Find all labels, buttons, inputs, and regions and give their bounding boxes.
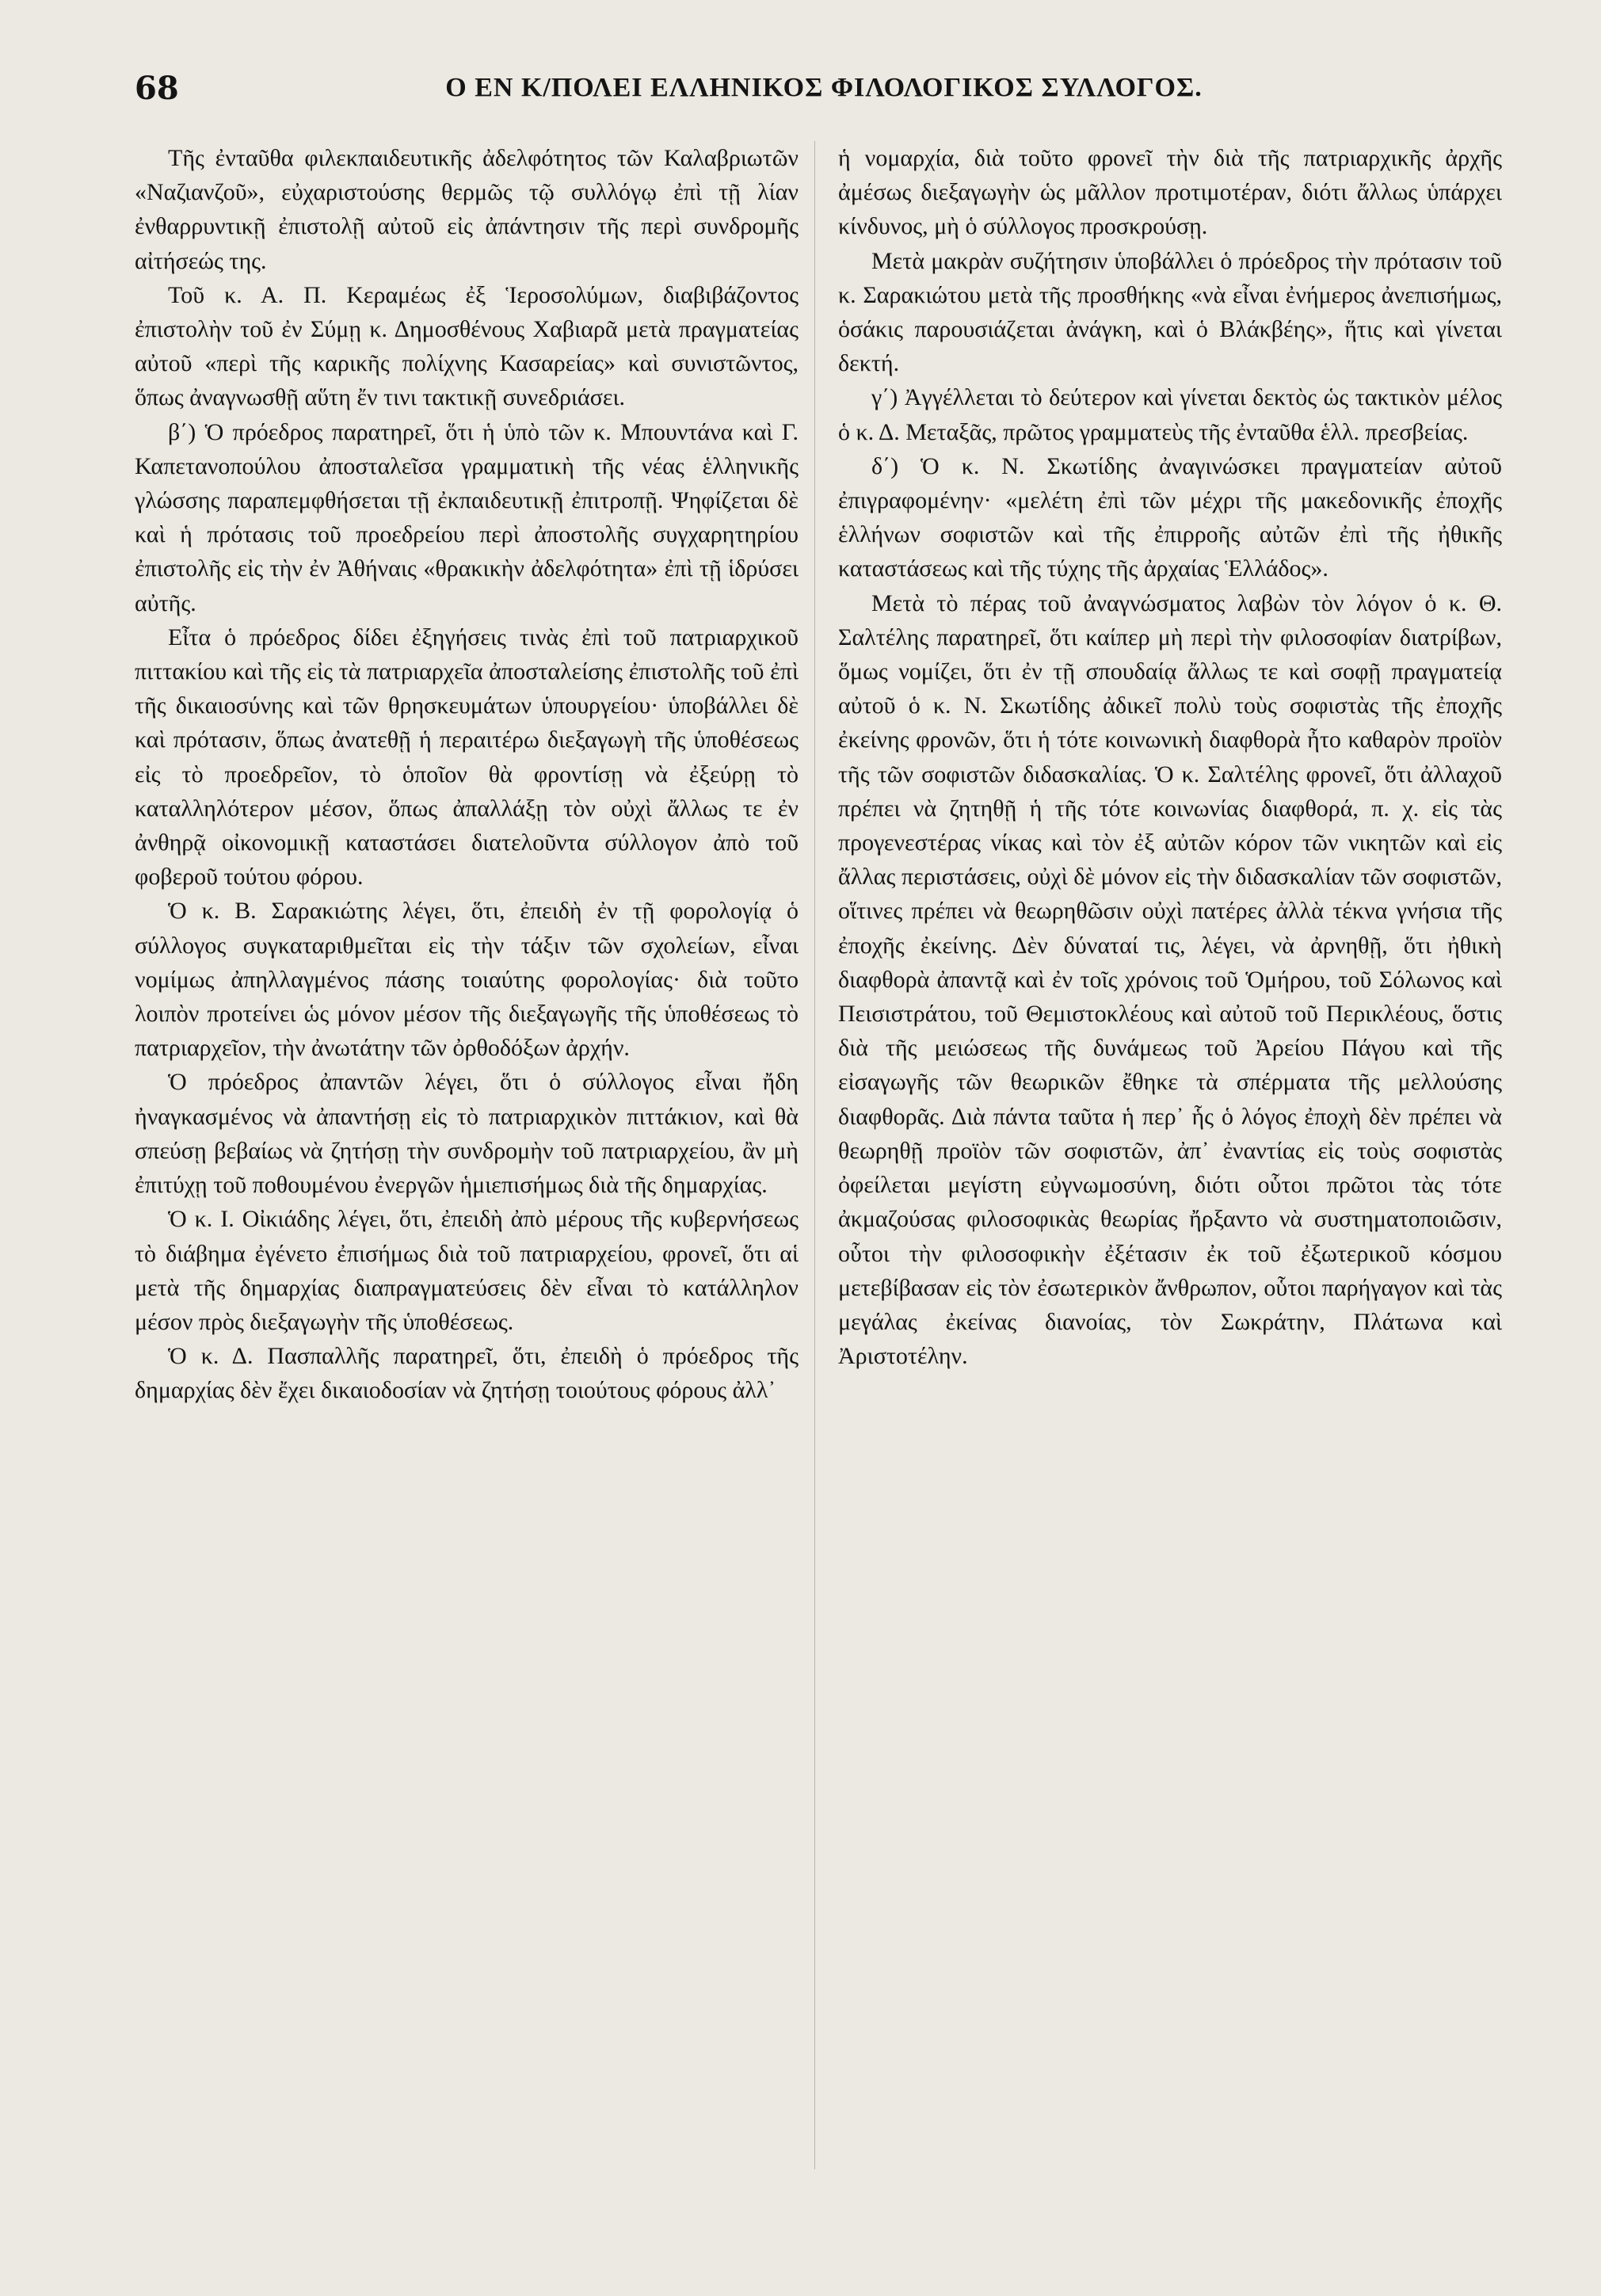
paragraph: Ὁ κ. Β. Σαρακιώτης λέγει, ὅτι, ἐπειδὴ ἐν τῇ φορολογίᾳ ὁ σύλλογος συγκαταριθμεῖται εἰς τὴν τάξιν τῶν σχολείων, εἶναι νομίμως ἀπηλλαγμένος πάσης τοιαύτης φορολογίας· διὰ τοῦτο λοιπὸν προτείνει ὡς μόνον μέσον τῆς διεξαγωγῆς τῆς ὑποθέσεως τὸ πατριαρχεῖον, τὴν ἀνωτάτην τῶν ὀρθοδόξων ἀρχήν. xyxy=(135,898,799,1062)
paragraph: δ΄) Ὁ κ. Ν. Σκωτίδης ἀναγινώσκει πραγματείαν αὐτοῦ ἐπιγραφομένην· «μελέτη ἐπὶ τῶν μέχρι τῆς μακεδονικῆς ἐποχῆς ἑλλήνων σοφιστῶν καὶ τῆς ἐπιρροῆς αὐτῶν ἐπὶ τῆς ἠθικῆς καταστάσεως καὶ τῆς τύχης τῆς ἀρχαίας Ἑλλάδος». xyxy=(838,452,1502,582)
paragraph: Μετὰ μακρὰν συζήτησιν ὑποβάλλει ὁ πρόεδρος τὴν πρότασιν τοῦ κ. Σαρακιώτου μετὰ τῆς προσθήκης «νὰ εἶναι ἐνήμερος ἀνεπισήμως, ὁσάκις παρουσιάζεται ἀνάγκη, καὶ ὁ Βλάκβέης», ἥτις καὶ γίνεται δεκτή. xyxy=(838,247,1502,377)
paragraph: Ὁ κ. Ι. Οἰκιάδης λέγει, ὅτι, ἐπειδὴ ἀπὸ μέρους τῆς κυβερνήσεως τὸ διάβημα ἐγένετο ἐπισήμως διὰ τοῦ πατριαρχείου, φρονεῖ, ὅτι αἱ μετὰ τῆς δημαρχίας διαπραγματεύσεις δὲν εἶναι τὸ κατάλληλον μέσον πρὸς διεξαγωγὴν τῆς ὑποθέσεως. xyxy=(135,1206,799,1335)
paragraph-continuation: ἡ νομαρχία, διὰ τοῦτο φρονεῖ τὴν διὰ τῆς πατριαρχικῆς ἀρχῆς ἀμέσως διεξαγωγὴν ὡς μᾶλλον προτιμοτέραν, διότι ἄλλως ὑπάρχει κίνδυνος, μὴ ὁ σύλλογος προσκρούσῃ. xyxy=(838,145,1502,240)
paragraph: Ὁ πρόεδρος ἀπαντῶν λέγει, ὅτι ὁ σύλλογος εἶναι ἤδη ἠναγκασμένος νὰ ἀπαντήσῃ εἰς τὸ πατριαρχικὸν πιττάκιον, καὶ θὰ σπεύσῃ βεβαίως νὰ ζητήσῃ τὴν συνδρομὴν τοῦ πατριαρχείου, ἂν μὴ ἐπιτύχῃ τοῦ ποθουμένου ἐνεργῶν ἡμιεπισήμως διὰ τῆς δημαρχίας. xyxy=(135,1069,799,1199)
paragraph: β΄) Ὁ πρόεδρος παρατηρεῖ, ὅτι ἡ ὑπὸ τῶν κ. Μπουντάνα καὶ Γ. Καπετανοπούλου ἀποσταλεῖσα γραμματικὴ τῆς νέας ἑλληνικῆς γλώσσης παραπεμφθήσεται τῇ ἐκπαιδευτικῇ ἐπιτροπῇ. Ψηφίζεται δὲ καὶ ἡ πρότασις τοῦ προεδρείου περὶ ἀποστολῆς συγχαρητηρίου ἐπιστολῆς εἰς τὴν ἐν Ἀθήναις «θρακικὴν ἀδελφότητα» ἐπὶ τῇ ἱδρύσει αὐτῆς. xyxy=(135,418,799,616)
page-number: 68 xyxy=(135,70,179,107)
paragraph: Εἶτα ὁ πρόεδρος δίδει ἐξηγήσεις τινὰς ἐπὶ τοῦ πατριαρχικοῦ πιττακίου καὶ τῆς εἰς τὰ πατριαρχεῖα ἀποσταλείσης ἐπιστολῆς τοῦ ἐπὶ τῆς δικαιοσύνης καὶ τῶν θρησκευμάτων ὑπουργείου· ὑποβάλλει δὲ καὶ πρότασιν, ὅπως ἀνατεθῇ ἡ περαιτέρω διεξαγωγὴ τῆς ὑποθέσεως εἰς τὸ προεδρεῖον, τὸ ὁποῖον θὰ φροντίσῃ νὰ ἐξεύρῃ τὸ καταλληλότερον μέσον, ὅπως ἀπαλλάξῃ τὸν οὐχὶ ἄλλως τε ἐν ἀνθηρᾷ οἰκονομικῇ καταστάσει διατελοῦντα σύλλογον ἀπὸ τοῦ φοβεροῦ τούτου φόρου. xyxy=(135,624,799,891)
page-header xyxy=(135,70,1513,117)
running-title: Ο ΕΝ Κ/ΠΟΛΕΙ ΕΛΛΗΝΙΚΟΣ ΦΙΛΟΛΟΓΙΚΟΣ ΣΥΛΛΟΓΟΣ. xyxy=(445,73,1203,102)
paragraph: Μετὰ τὸ πέρας τοῦ ἀναγνώσματος λαβὼν τὸν λόγον ὁ κ. Θ. Σαλτέλης παρατηρεῖ, ὅτι καίπερ μὴ περὶ τὴν φιλοσοφίαν διατρίβων, ὅμως νομίζει, ὅτι ἐν τῇ σπουδαίᾳ ἄλλως τε καὶ σοφῇ πραγματείᾳ αὐτοῦ ὁ κ. Ν. Σκωτίδης ἀδικεῖ πολὺ τοὺς σοφιστὰς τῆς ἐποχῆς ἐκείνης φρονῶν, ὅτι ἡ τότε κοινωνικὴ διαφθορὰ ἦτο καθαρὸν προϊὸν τῆς τῶν σοφιστῶν διδασκαλίας. Ὁ κ. Σαλτέλης φρονεῖ, ὅτι ἀλλαχοῦ πρέπει νὰ ζητηθῇ ἡ τῆς τότε κοινωνίας διαφθορά, π. χ. εἰς τὰς προγενεστέρας νίκας καὶ τὸν ἐξ αὐτῶν κόρον τῶν νικητῶν καὶ εἰς ἄλλας περιστάσεις, οὐχὶ δὲ μόνον εἰς τὴν διδασκαλίαν τῶν σοφιστῶν, οἵτινες πρέπει νὰ θεωρηθῶσιν οὐχὶ πατέρες ἀλλὰ τέκνα γνήσια τῆς ἐποχῆς ἐκείνης. Δὲν δύναταί τις, λέγει, νὰ ἀρνηθῇ, ὅτι ἠθικὴ διαφθορὰ ἀπαντᾷ καὶ ἐν τοῖς χρόνοις τοῦ Ὁμήρου, τοῦ Σόλωνος καὶ Πεισιστράτου, τοῦ Θεμιστοκλέους καὶ αὐτοῦ τοῦ Περικλέους, ὅστις διὰ τῆς μειώσεως τῆς δυνάμεως τοῦ Ἀρείου Πάγου καὶ τῆς εἰσαγωγῆς τῶν θεωρικῶν ἔθηκε τὰ σπέρματα τῆς μελλούσης διαφθορᾶς. Διὰ πάντα ταῦτα ἡ περ᾽ ἧς ὁ λόγος ἐποχὴ δὲν πρέπει νὰ θεωρηθῇ προϊὸν τῶν σοφιστῶν, ἀπ᾽ ἐναντίας εἰς τοὺς σοφιστὰς ὀφείλεται μεγίστη εὐγνωμοσύνη, διότι οὗτοι πρῶτοι τὰς τότε ἀκμαζούσας φιλοσοφικὰς θεωρίας ἤρξαντο νὰ συστηματοποιῶσιν, οὗτοι τὴν φιλοσοφικὴν ἐξέτασιν ἐκ τοῦ ἐξωτερικοῦ κόσμου μετεβίβασαν εἰς τὸν ἐσωτερικὸν ἄνθρωπον, οὗτοι παρήγαγον καὶ τὰς μεγάλας ἐκείνας διανοίας, τὸν Σωκράτην, Πλάτωνα καὶ Ἀριστοτέλην. xyxy=(838,589,1502,1370)
paragraph: Τῆς ἐνταῦθα φιλεκπαιδευτικῆς ἀδελφότητος τῶν Καλαβριωτῶν «Ναζιανζοῦ», εὐχαριστούσης θερμῶς τῷ συλλόγῳ ἐπὶ τῇ λίαν ἐνθαρρυντικῇ ἐπιστολῇ αὐτοῦ εἰς ἀπάντησιν τῆς περὶ συνδρομῆς αἰτήσεώς της. xyxy=(135,145,799,274)
left-column xyxy=(135,141,799,2272)
paragraph: γ΄) Ἀγγέλλεται τὸ δεύτερον καὶ γίνεται δεκτὸς ὡς τακτικὸν μέλος ὁ κ. Δ. Μεταξᾶς, πρῶτος γραμματεὺς τῆς ἐνταῦθα ἑλλ. πρεσβείας. xyxy=(838,384,1502,445)
column-divider xyxy=(814,141,815,2169)
paragraph: Τοῦ κ. Α. Π. Κεραμέως ἐξ Ἱεροσολύμων, διαβιβάζοντος ἐπιστολὴν τοῦ ἐν Σύμῃ κ. Δημοσθένους Χαβιαρᾶ μετὰ πραγματείας αὐτοῦ «περὶ τῆς καρικῆς πολίχνης Κασαρείας» καὶ συνιστῶντος, ὅπως ἀναγνωσθῇ αὕτη ἔν τινι τακτικῇ συνεδριάσει. xyxy=(135,281,799,411)
right-column xyxy=(838,141,1502,2272)
paragraph: Ὁ κ. Δ. Πασπαλλῆς παρατηρεῖ, ὅτι, ἐπειδὴ ὁ πρόεδρος τῆς δημαρχίας δὲν ἔχει δικαιοδοσίαν νὰ ζητήσῃ τοιούτους φόρους ἀλλ᾽ xyxy=(135,1343,799,1404)
